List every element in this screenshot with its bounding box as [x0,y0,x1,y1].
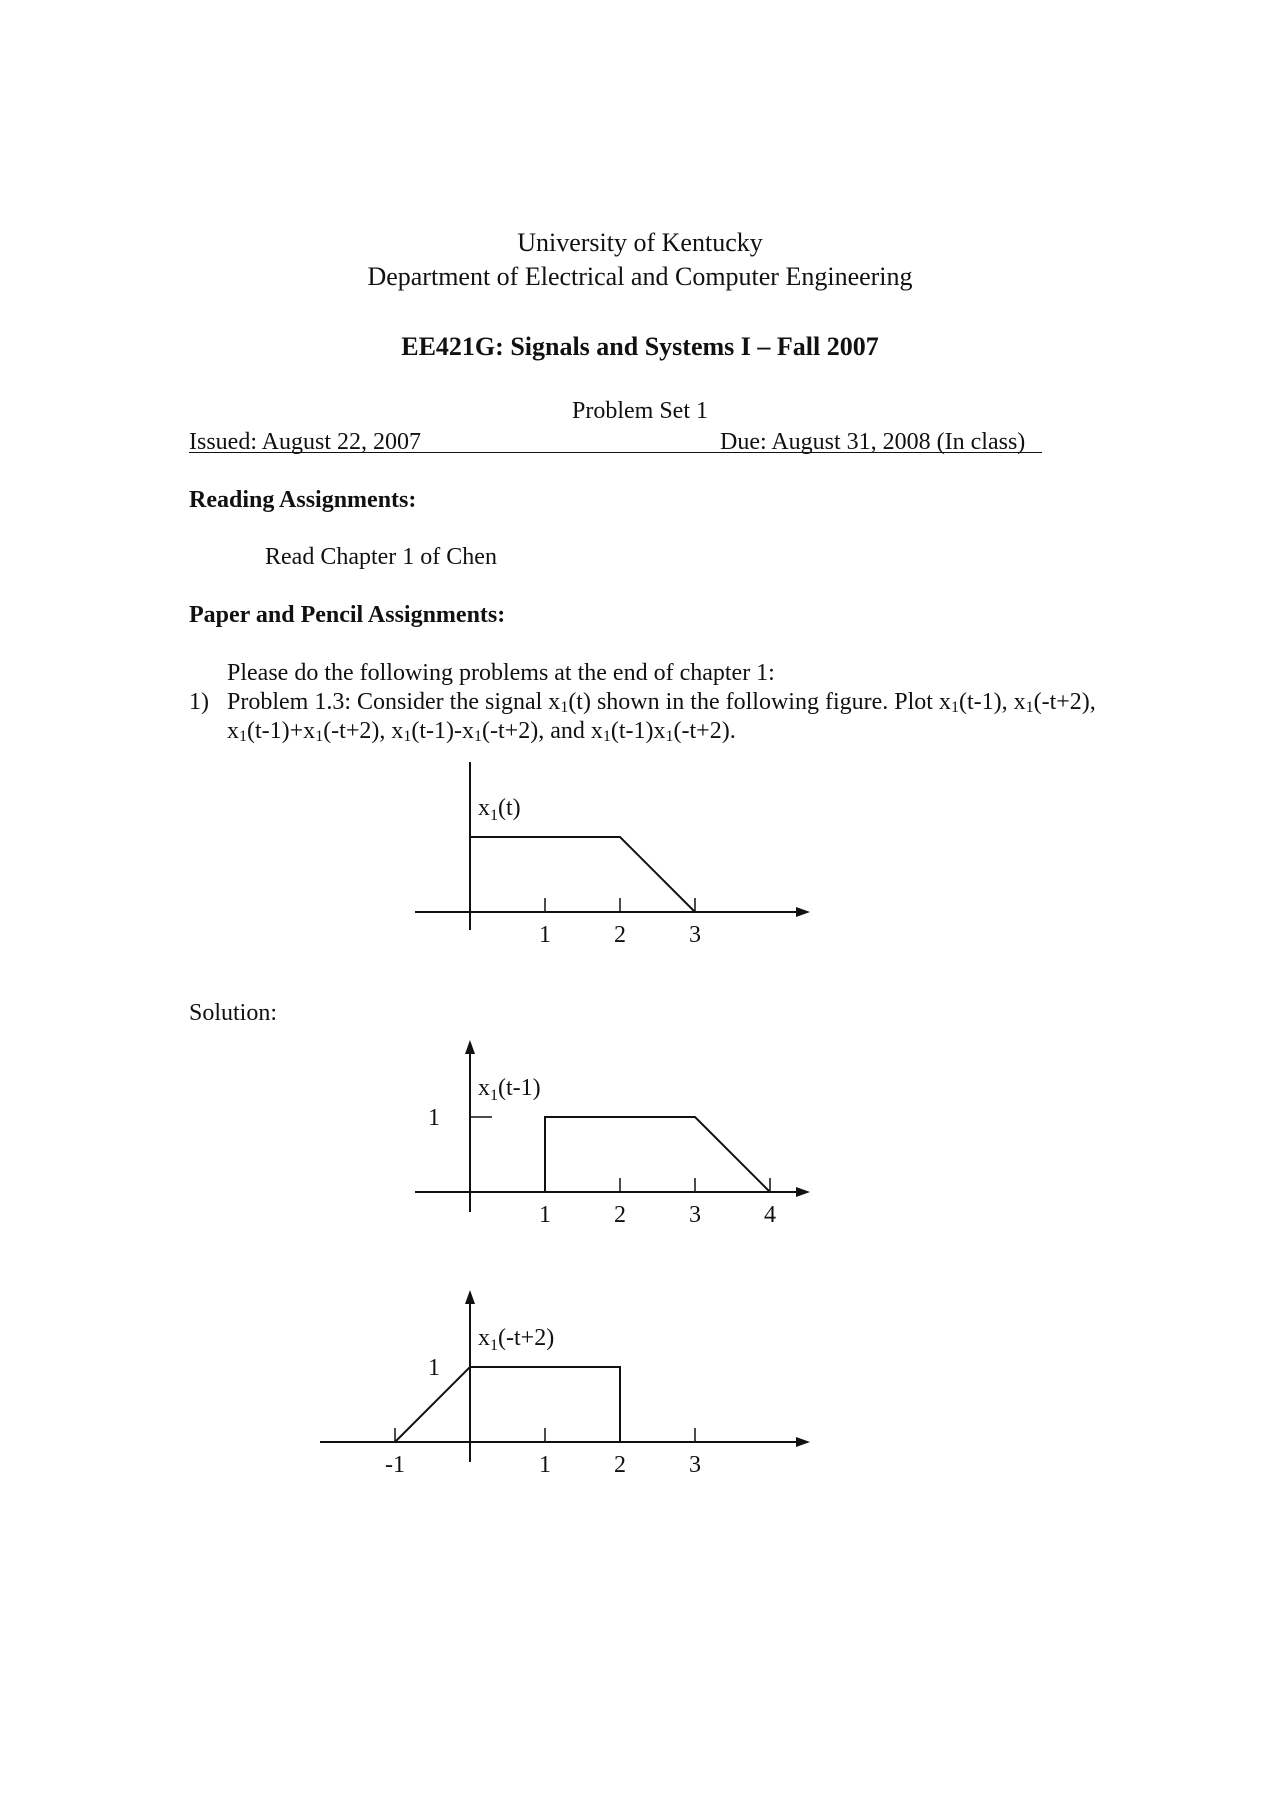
x-tick-label-3: 3 [689,1202,701,1228]
problem-line-2-part-10: (t-1)x [610,718,666,744]
x-tick-label-3: 3 [689,922,701,948]
x-tick-label-1: 1 [539,1452,551,1478]
issued-date: Issued: August 22, 2007 [189,429,422,455]
problem-line-1-part-4: (t-1), x [958,689,1026,715]
x-tick-label--1: -1 [385,1452,405,1478]
paper-intro: Please do the following problems at the end of chapter 1: [227,660,775,686]
chart-label-part-0: x [478,1075,490,1101]
x-tick-label-2: 2 [614,922,626,948]
chart-label-part-2: (-t+2) [498,1325,555,1351]
problem-set-title: Problem Set 1 [572,398,708,424]
chart-label-part-2: (t-1) [498,1075,541,1101]
series-line-0 [545,1117,770,1192]
x-tick-label-1: 1 [539,1202,551,1228]
problem-line-1-part-1: 1 [560,699,569,716]
chart-label-part-1: 1 [490,807,498,824]
series-line-0 [470,837,695,912]
x-tick-label-2: 2 [614,1452,626,1478]
problem-line-2-part-2: (t-1)+x [247,718,316,744]
problem-line-2-part-6: (t-1)-x [411,718,475,744]
problem-line-2-part-8: (-t+2), and x [482,718,603,744]
chart-label [478,1075,541,1104]
problem-line-1-part-2: (t) shown in the following figure. Plot x [568,689,951,715]
x-tick-label-1: 1 [539,922,551,948]
reading-heading: Reading Assignments: [189,487,417,513]
paper-heading: Paper and Pencil Assignments: [189,602,506,628]
problem-line-1-part-6: (-t+2), [1033,689,1096,715]
chart-x1-minus-t-plus-2 [320,1290,810,1478]
problem-line-1-part-0: Problem 1.3: Consider the signal x [227,689,561,715]
y-tick-label-1: 1 [428,1355,440,1381]
chart-x1-t-minus-1 [415,1040,810,1228]
due-date: Due: August 31, 2008 (In class) [720,429,1026,455]
chart-label-part-0: x [478,1325,490,1351]
chart-label [478,795,521,824]
university-name: University of Kentucky [517,228,763,257]
problem-line-1-part-5: 1 [1025,699,1034,716]
x-tick-label-4: 4 [764,1202,776,1228]
reading-text: Read Chapter 1 of Chen [265,544,497,570]
chart-label-part-1: 1 [490,1337,498,1354]
problem-line-2-part-11: 1 [665,728,674,745]
problem-line-2-part-12: (-t+2). [673,718,736,744]
y-axis-arrow [465,1040,475,1054]
solution-label: Solution: [189,1000,278,1026]
problem-line-2-part-0: x [227,718,239,744]
department-name: Department of Electrical and Computer Engineering [367,262,913,291]
problem-line-2-part-7: 1 [474,728,483,745]
x-tick-label-2: 2 [614,1202,626,1228]
chart-x1-t [415,762,810,948]
chart-label-part-1: 1 [490,1087,498,1104]
y-tick-label-1: 1 [428,1105,440,1131]
problem-line-2-part-5: 1 [403,728,412,745]
x-axis-arrow [796,1437,810,1447]
problem-line-1-part-3: 1 [950,699,959,716]
chart-label-part-2: (t) [498,795,521,821]
chart-label-part-0: x [478,795,490,821]
x-axis-arrow [796,1187,810,1197]
course-title: EE421G: Signals and Systems I – Fall 2007 [401,332,879,361]
problem-line-2-part-9: 1 [602,728,611,745]
problem-line-2-part-4: (-t+2), x [323,718,404,744]
chart-label [478,1325,554,1354]
problem-line-2-part-3: 1 [315,728,324,745]
problem-number: 1) [189,689,209,715]
x-tick-label-3: 3 [689,1452,701,1478]
y-axis-arrow [465,1290,475,1304]
problem-line-2-part-1: 1 [239,728,247,745]
x-axis-arrow [796,907,810,917]
